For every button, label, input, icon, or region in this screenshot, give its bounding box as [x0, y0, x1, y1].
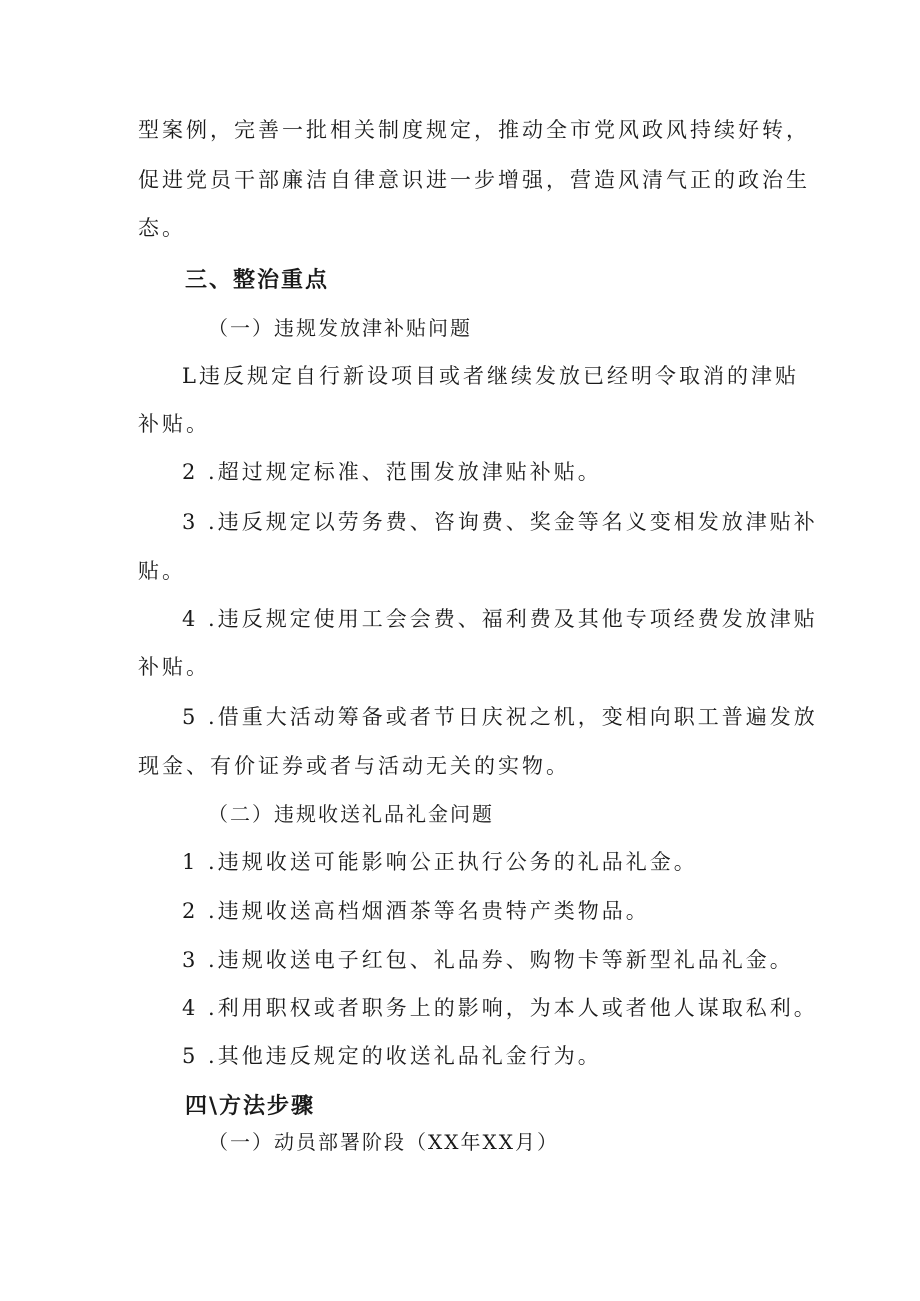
subsection-heading: （一）违规发放津补贴问题: [208, 316, 472, 340]
list-item: 2 .超过规定标准、范围发放津贴补贴。: [182, 460, 602, 484]
list-item: 5 .借重大活动筹备或者节日庆祝之机，变相向职工普遍发放: [182, 705, 818, 729]
list-item: 2 .违规收送高档烟酒茶等名贵特产类物品。: [182, 899, 650, 923]
list-item: 3 .违反规定以劳务费、咨询费、奖金等名义变相发放津贴补: [182, 510, 818, 534]
paragraph-line: 补贴。: [138, 412, 210, 436]
paragraph-line: 态。: [138, 216, 186, 240]
paragraph-line: 促进党员干部廉洁自律意识进一步增强，营造风清气正的政治生: [138, 168, 810, 192]
paragraph-line: 型案例，完善一批相关制度规定，推动全市党风政风持续好转，: [138, 118, 810, 142]
subsection-heading: （二）违规收送礼品礼金问题: [208, 802, 494, 826]
list-item: 3 .违规收送电子红包、礼品券、购物卡等新型礼品礼金。: [182, 948, 794, 972]
list-item: 4 .违反规定使用工会会费、福利费及其他专项经费发放津贴: [182, 607, 818, 631]
list-item: 1 .违规收送可能影响公正执行公务的礼品礼金。: [182, 850, 698, 874]
section-heading: 四\方法步骤: [185, 1094, 316, 1119]
list-item: 4 .利用职权或者职务上的影响，为本人或者他人谋取私利。: [182, 996, 818, 1020]
subsection-heading: （一）动员部署阶段（XX年XX月）: [208, 1130, 559, 1154]
paragraph-line: 现金、有价证券或者与活动无关的实物。: [138, 754, 570, 778]
list-item: 5 .其他违反规定的收送礼品礼金行为。: [182, 1044, 602, 1068]
paragraph-line: 贴。: [138, 559, 186, 583]
paragraph-line: 补贴。: [138, 655, 210, 679]
paragraph-line: L违反规定自行新设项目或者继续发放已经明令取消的津贴: [182, 364, 799, 388]
section-heading: 三、整治重点: [185, 268, 330, 293]
